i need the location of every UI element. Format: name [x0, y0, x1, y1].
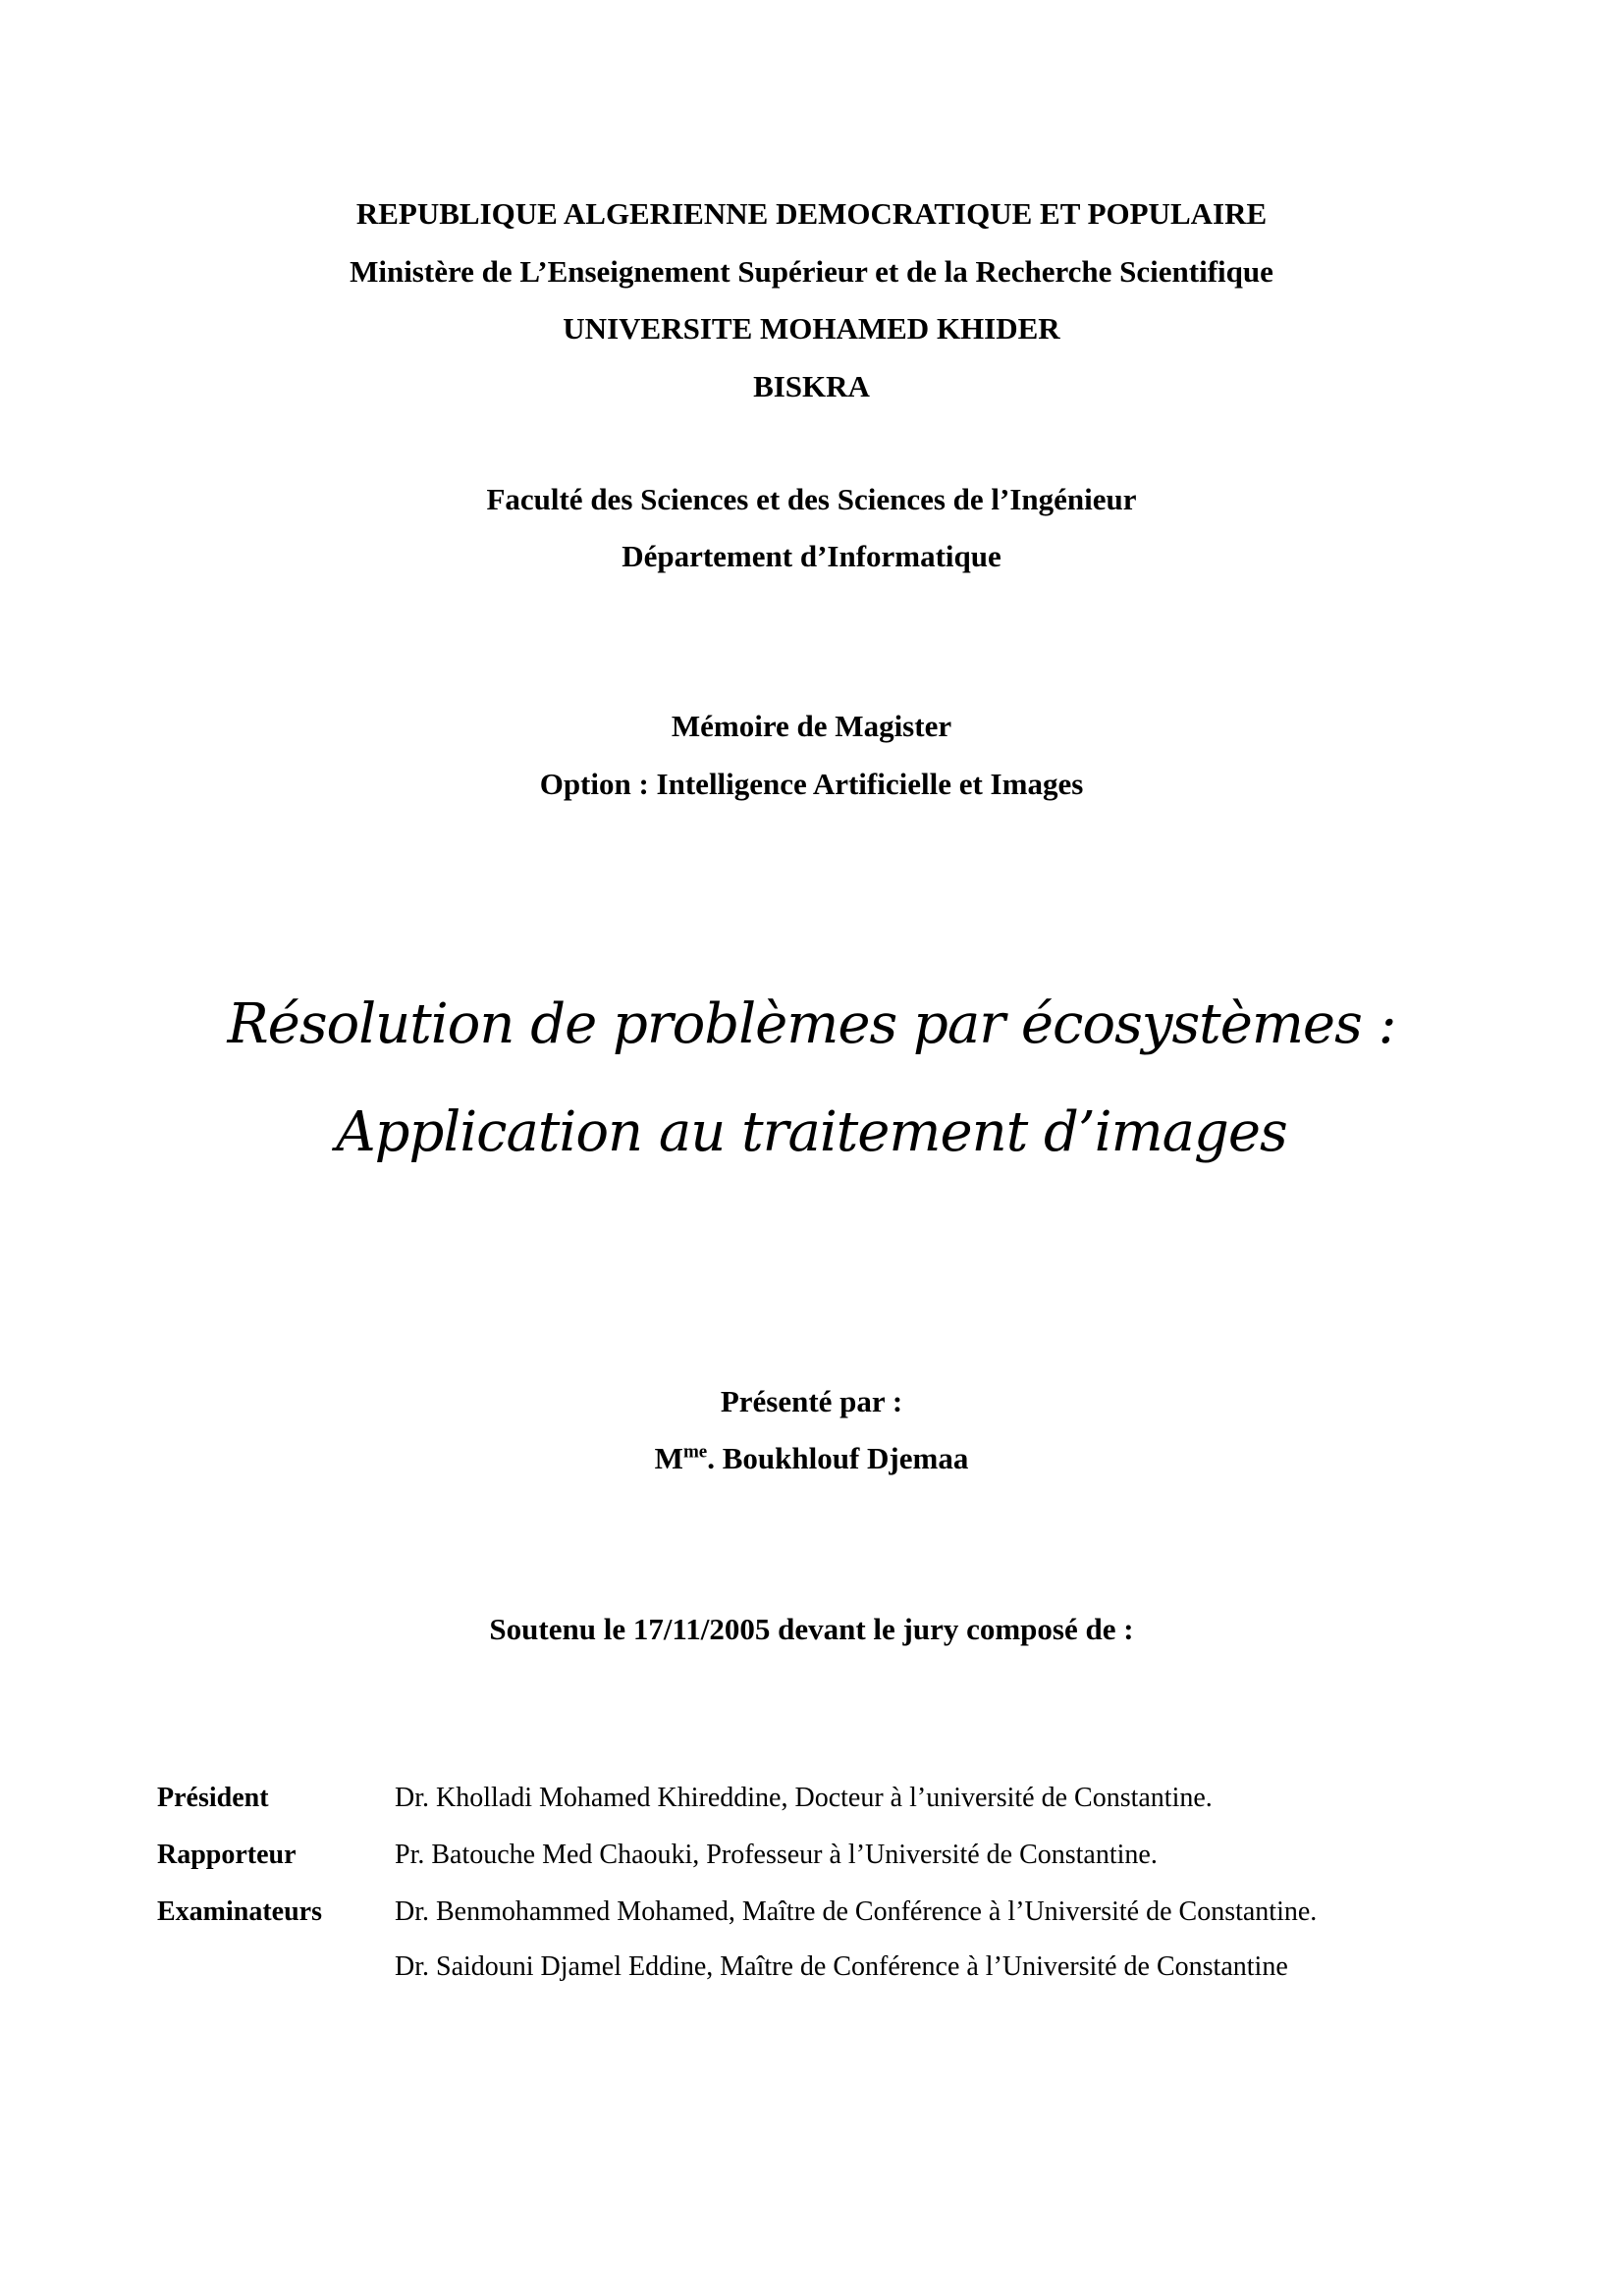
thesis-option: Option : Intelligence Artificielle et Images: [539, 767, 1084, 801]
thesis-type: Mémoire de Magister: [671, 709, 952, 743]
jury-role: Président: [157, 1783, 269, 1813]
header-republic: REPUBLIQUE ALGERIENNE DEMOCRATIQUE ET POPULAIRE: [355, 196, 1268, 231]
jury-row: [157, 1779, 1581, 1818]
faculty-name: Faculté des Sciences et des Sciences de l’Ingénieur: [486, 482, 1137, 516]
presenter-label: Présenté par :: [720, 1384, 903, 1418]
jury-row: [157, 1836, 1581, 1875]
department-name: Département d’Informatique: [622, 539, 1001, 573]
thesis-title-line2: Application au traitement d’images: [336, 1100, 1287, 1164]
jury-role: Rapporteur: [157, 1840, 297, 1870]
jury-member: Dr. Saidouni Djamel Eddine, Maître de Conférence à l’Université de Constantine: [395, 1951, 1288, 1982]
jury-member: Dr. Kholladi Mohamed Khireddine, Docteur à l’université de Constantine.: [395, 1783, 1213, 1813]
thesis-title-line1: Résolution de problèmes par écosystèmes :: [227, 992, 1396, 1056]
header-ministry: Ministère de L’Enseignement Supérieur et de la Recherche Scientifique: [350, 254, 1273, 289]
header-city: BISKRA: [753, 369, 870, 403]
defense-statement: Soutenu le 17/11/2005 devant le jury composé de :: [489, 1612, 1134, 1646]
jury-member: Dr. Benmohammed Mohamed, Maître de Conférence à l’Université de Constantine.: [395, 1896, 1318, 1927]
presenter-name-line: [0, 1439, 1623, 1478]
jury-member: Pr. Batouche Med Chaouki, Professeur à l’Université de Constantine.: [395, 1840, 1158, 1870]
jury-row: [157, 1948, 1581, 1987]
jury-row: [157, 1893, 1581, 1932]
jury-role: Examinateurs: [157, 1896, 322, 1927]
header-university: UNIVERSITE MOHAMED KHIDER: [563, 311, 1060, 346]
presenter-prefix-sup: me: [682, 1441, 708, 1463]
presenter-prefix: M: [654, 1441, 683, 1475]
presenter-name: . Boukhlouf Djemaa: [707, 1441, 969, 1475]
